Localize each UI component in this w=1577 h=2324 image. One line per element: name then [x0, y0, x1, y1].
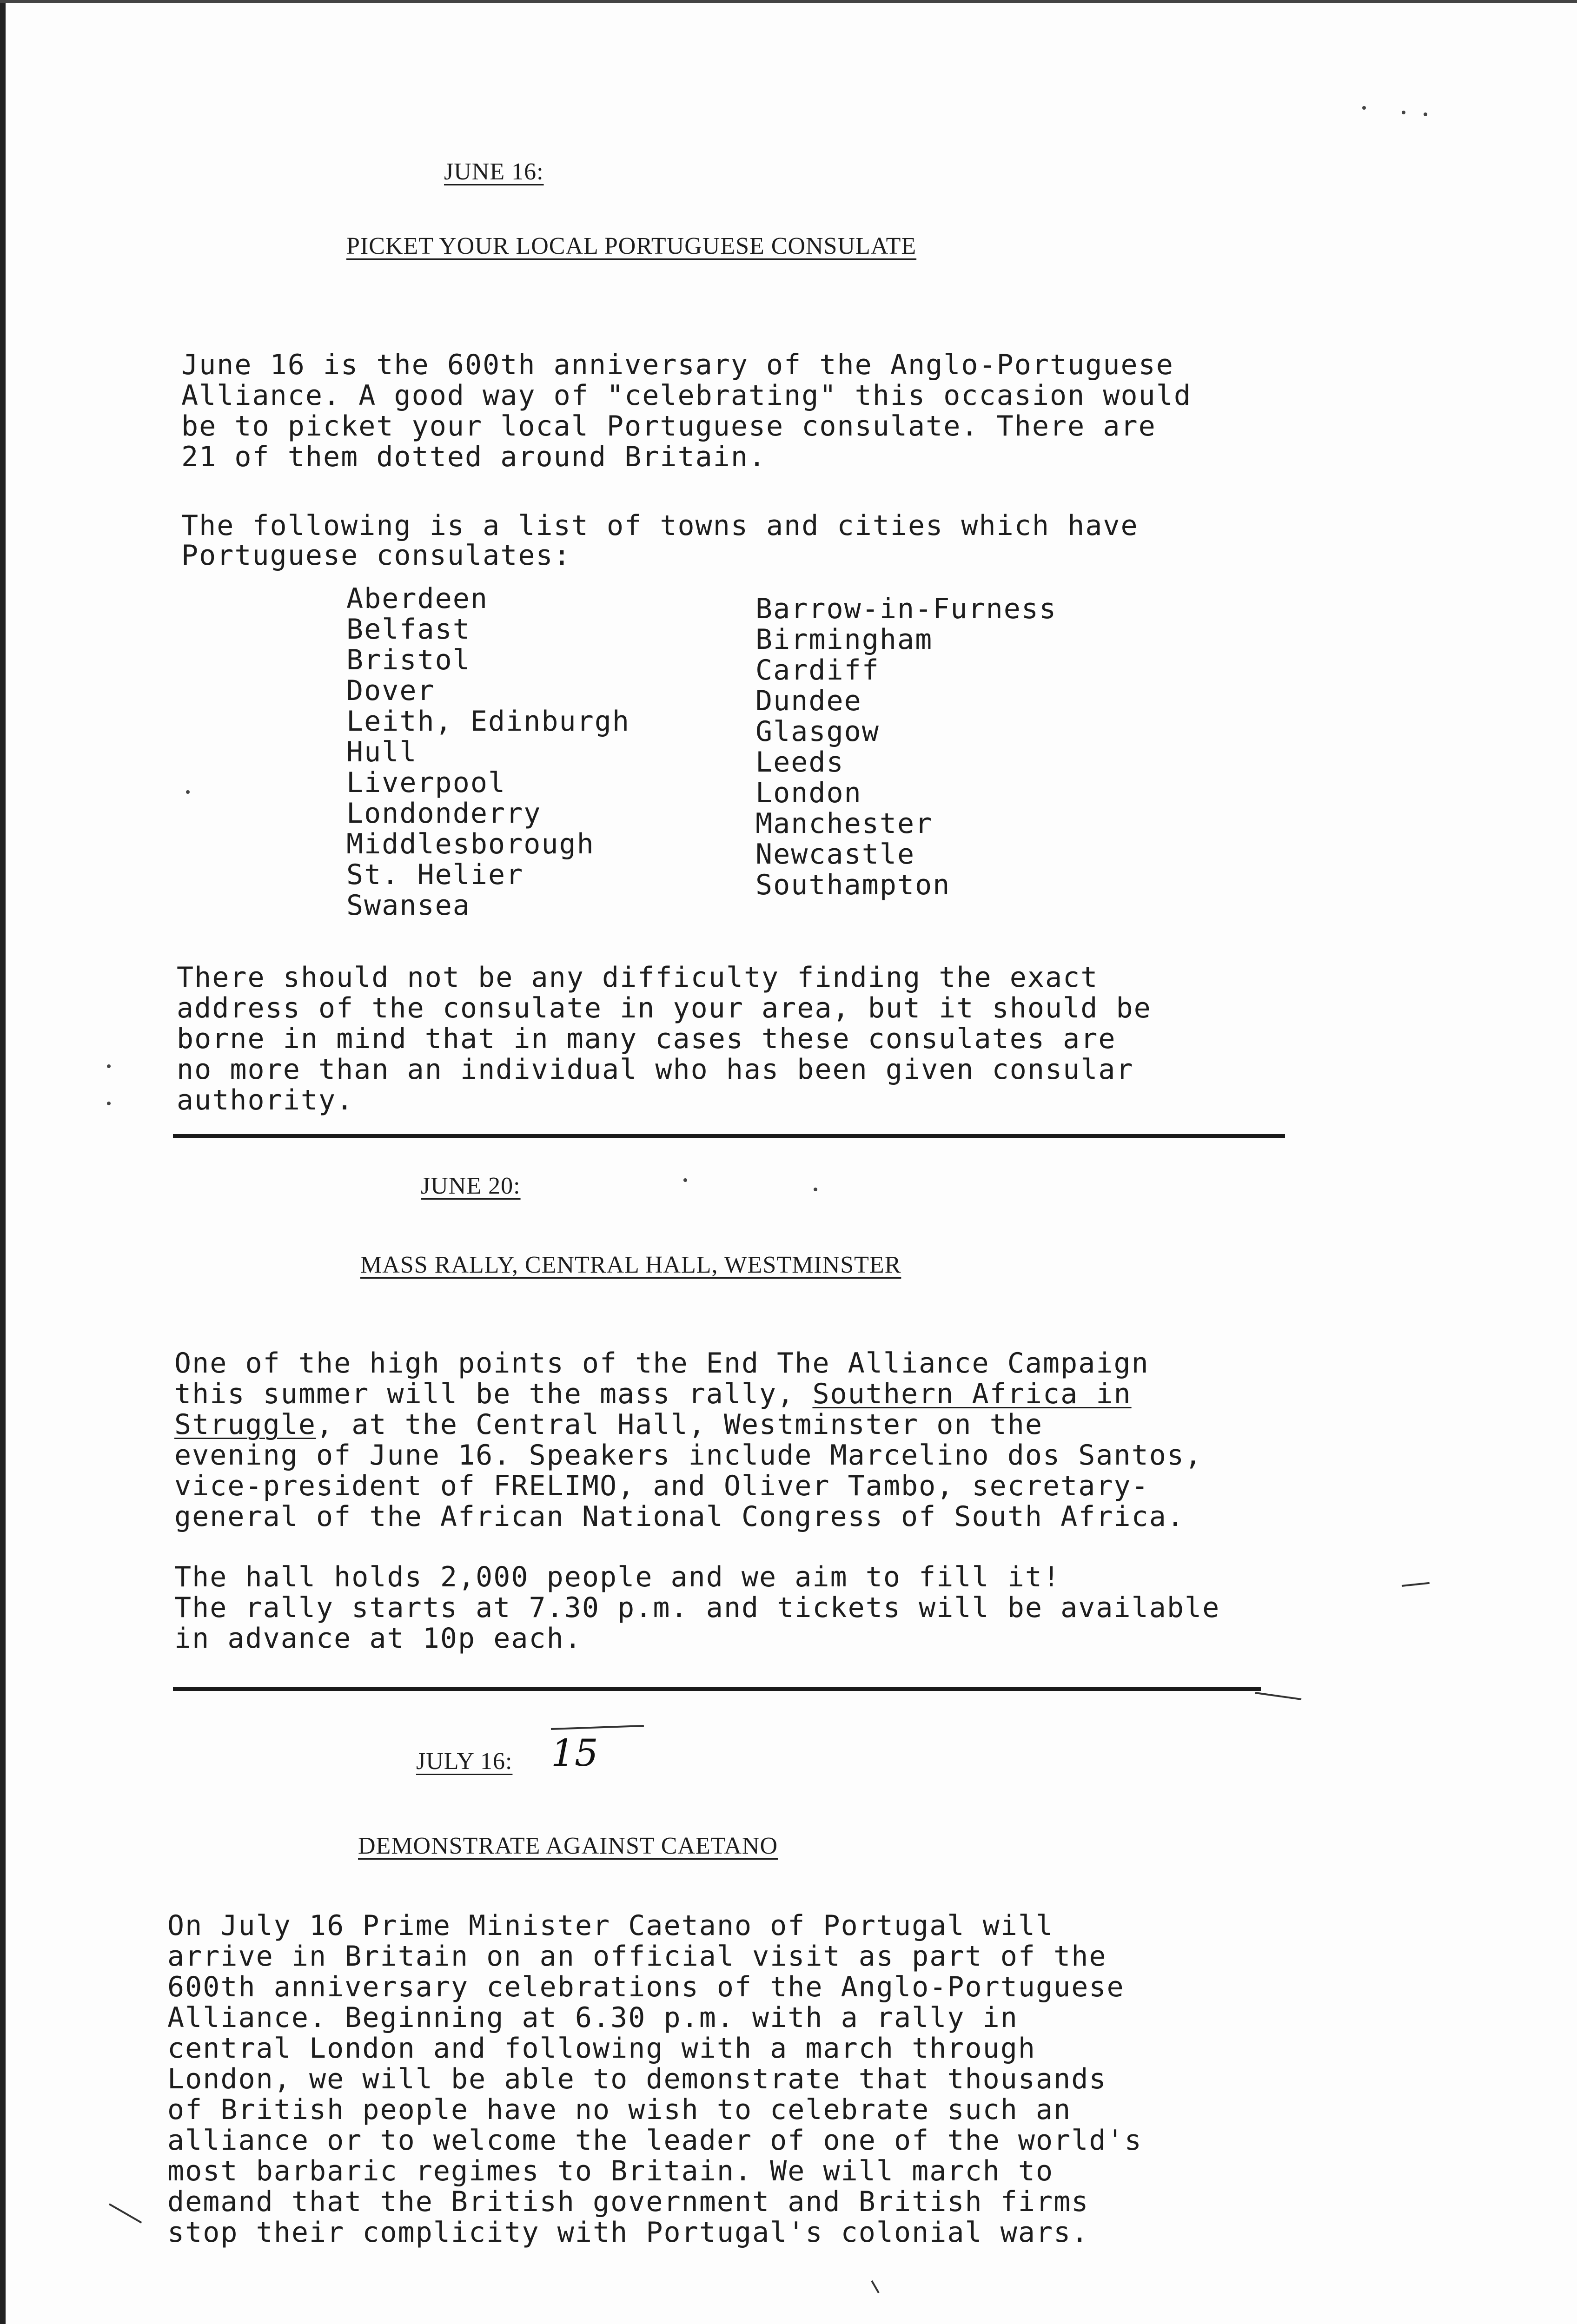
june20-para1-line-2: [174, 1379, 1132, 1409]
town-item: Cardiff: [755, 654, 880, 687]
towns-list-left: [346, 583, 630, 921]
scan-speck: [683, 1178, 687, 1182]
town-item: Bristol: [346, 644, 470, 676]
june20-para2-line-2: The rally starts at 7.30 p.m. and tickets will be available: [174, 1591, 1220, 1624]
handwritten-date-correction: 15: [551, 1731, 598, 1775]
scan-speck: [1402, 111, 1405, 114]
june20-date-heading: JUNE 20:: [421, 1173, 521, 1199]
town-item: Londonderry: [346, 797, 542, 830]
july-body-line-1: On July 16 Prime Minister Caetano of Portugal will: [167, 1909, 1054, 1942]
june20-para1-line-5: vice-president of FRELIMO, and Oliver Tambo, secretary-: [174, 1470, 1149, 1502]
june20-para2-line-3: in advance at 10p each.: [174, 1622, 582, 1655]
scan-mark: [871, 2280, 879, 2293]
june16-closing-line-1: There should not be any difficulty finding the exact: [177, 961, 1099, 994]
town-item: Belfast: [346, 613, 470, 646]
june16-list-intro-line-1: The following is a list of towns and cities which have: [181, 509, 1139, 542]
july-body-line-11: stop their complicity with Portugal's colonial wars.: [167, 2216, 1089, 2249]
june20-para1-line-3: [174, 1409, 1043, 1440]
town-item: Middlesborough: [346, 828, 595, 860]
town-item: Dover: [346, 674, 435, 707]
june16-closing-line-4: no more than an individual who has been given consular: [177, 1053, 1134, 1086]
town-item: Manchester: [755, 807, 933, 840]
town-item: Birmingham: [755, 623, 933, 656]
june16-title: PICKET YOUR LOCAL PORTUGUESE CONSULATE: [346, 233, 917, 259]
june16-intro-line-4: 21 of them dotted around Britain.: [181, 441, 767, 473]
july-body-line-6: London, we will be able to demonstrate that thousands: [167, 2063, 1107, 2095]
scan-speck: [1424, 112, 1427, 116]
july-body-line-5: central London and following with a march through: [167, 2032, 1036, 2065]
july-body-line-10: demand that the British government and British firms: [167, 2185, 1089, 2218]
july-body-line-8: alliance or to welcome the leader of one of the world's: [167, 2124, 1142, 2157]
section-divider: [173, 1687, 1261, 1691]
scan-speck: [814, 1188, 817, 1191]
scan-mark: [109, 2203, 142, 2223]
july-body-line-7: of British people have no wish to celebrate such an: [167, 2093, 1072, 2126]
town-item: London: [755, 777, 862, 809]
town-item: Dundee: [755, 685, 862, 717]
june16-closing-line-3: borne in mind that in many cases these consulates are: [177, 1023, 1116, 1055]
town-item: Southampton: [755, 869, 951, 901]
scan-mark: [1402, 1582, 1430, 1587]
scan-edge-top: [0, 0, 1577, 3]
handwritten-strike-mark: [551, 1725, 644, 1730]
rally-name-underlined: Struggle: [174, 1408, 316, 1441]
towns-list-right: [755, 594, 1057, 900]
june20-title: MASS RALLY, CENTRAL HALL, WESTMINSTER: [360, 1252, 901, 1278]
june16-intro-line-2: Alliance. A good way of "celebrating" this occasion would: [181, 379, 1192, 412]
para-text: , at the Central Hall, Westminster on the: [316, 1408, 1043, 1441]
june20-para1-line-6: general of the African National Congress of South Africa.: [174, 1500, 1185, 1533]
town-item: Swansea: [346, 889, 470, 922]
july-body-line-2: arrive in Britain on an official visit as part of the: [167, 1940, 1107, 1973]
section-divider: [173, 1134, 1285, 1138]
scan-edge-left: [0, 0, 6, 2324]
divider-tail: [1255, 1692, 1302, 1700]
town-item: Hull: [346, 736, 417, 768]
june20-para1-line-4: evening of June 16. Speakers include Marcelino dos Santos,: [174, 1439, 1203, 1472]
town-item: Aberdeen: [346, 582, 488, 615]
june16-intro-line-3: be to picket your local Portuguese consulate. There are: [181, 410, 1156, 442]
july-title: DEMONSTRATE AGAINST CAETANO: [358, 1833, 778, 1859]
town-item: Leeds: [755, 746, 844, 779]
town-item: Glasgow: [755, 715, 880, 748]
july-body-line-4: Alliance. Beginning at 6.30 p.m. with a rally in: [167, 2001, 1018, 2034]
june16-intro-line-1: June 16 is the 600th anniversary of the Anglo-Portuguese: [181, 349, 1174, 381]
june16-closing-line-2: address of the consulate in your area, but it should be: [177, 992, 1152, 1024]
rally-name-underlined: Southern Africa in: [812, 1378, 1132, 1410]
june20-para2-line-1: The hall holds 2,000 people and we aim to fill it!: [174, 1561, 1061, 1593]
town-item: Newcastle: [755, 838, 915, 871]
town-item: Leith, Edinburgh: [346, 705, 630, 738]
town-item: Barrow-in-Furness: [755, 593, 1057, 625]
june20-para1-line-1: One of the high points of the End The Alliance Campaign: [174, 1347, 1149, 1380]
july-body-line-3: 600th anniversary celebrations of the Anglo-Portuguese: [167, 1971, 1125, 2003]
june16-date-heading: JUNE 16:: [444, 158, 544, 185]
scan-speck: [107, 1064, 111, 1068]
june16-closing-line-5: authority.: [177, 1084, 354, 1116]
july-date-heading: JULY 16:: [416, 1748, 513, 1775]
town-item: St. Helier: [346, 858, 524, 891]
july-body-line-9: most barbaric regimes to Britain. We will march to: [167, 2155, 1054, 2187]
town-item: Liverpool: [346, 766, 506, 799]
scan-speck: [1362, 106, 1366, 110]
scan-speck: [107, 1102, 111, 1105]
para-text: this summer will be the mass rally,: [174, 1378, 813, 1410]
scan-speck: [186, 790, 190, 794]
june16-list-intro-line-2: Portuguese consulates:: [181, 539, 571, 572]
